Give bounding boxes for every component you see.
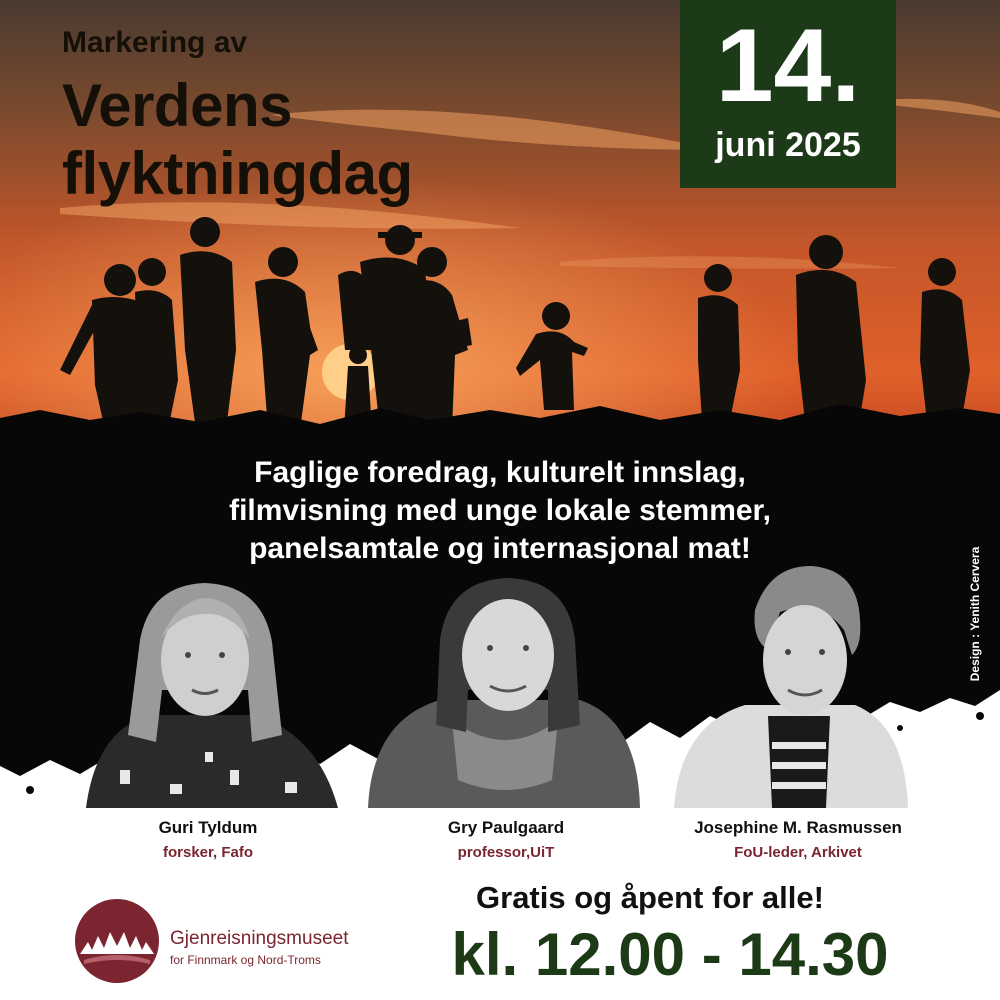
organizer-subtitle: for Finnmark og Nord-Troms: [170, 953, 321, 967]
speaker-name-2: Gry Paulgaard: [447, 818, 565, 837]
title-line-2: flyktningdag: [62, 140, 413, 207]
free-admission-text: Gratis og åpent for alle!: [476, 880, 824, 915]
description-line-3: panelsamtale og internasjonal mat!: [249, 532, 751, 565]
speaker-name-3: Josephine M. Rasmussen: [694, 818, 902, 837]
event-description: [150, 454, 850, 568]
description-line-2: filmvisning med unge lokale stemmer,: [229, 494, 771, 527]
header-subtitle: Markering av: [62, 26, 248, 59]
date-day: 14.: [715, 8, 861, 124]
speaker-role-3: FoU-leder, Arkivet: [734, 844, 862, 861]
speaker-role-2: professor,UiT: [457, 844, 555, 861]
organizer-name: Gjenreisningsmuseet: [170, 928, 349, 949]
speaker-name-1: Guri Tyldum: [158, 818, 258, 837]
page-title: [62, 72, 413, 208]
speaker-role-1: forsker, Fafo: [162, 844, 254, 861]
title-line-1: Verdens: [62, 72, 292, 139]
event-time: kl. 12.00 - 14.30: [451, 921, 889, 988]
museum-logo-icon: [74, 898, 160, 984]
date-badge: [680, 0, 896, 188]
date-month-year: juni 2025: [715, 126, 861, 164]
design-credit: Design : Yenith Cervera: [968, 546, 982, 682]
description-line-1: Faglige foredrag, kulturelt innslag,: [254, 456, 746, 489]
